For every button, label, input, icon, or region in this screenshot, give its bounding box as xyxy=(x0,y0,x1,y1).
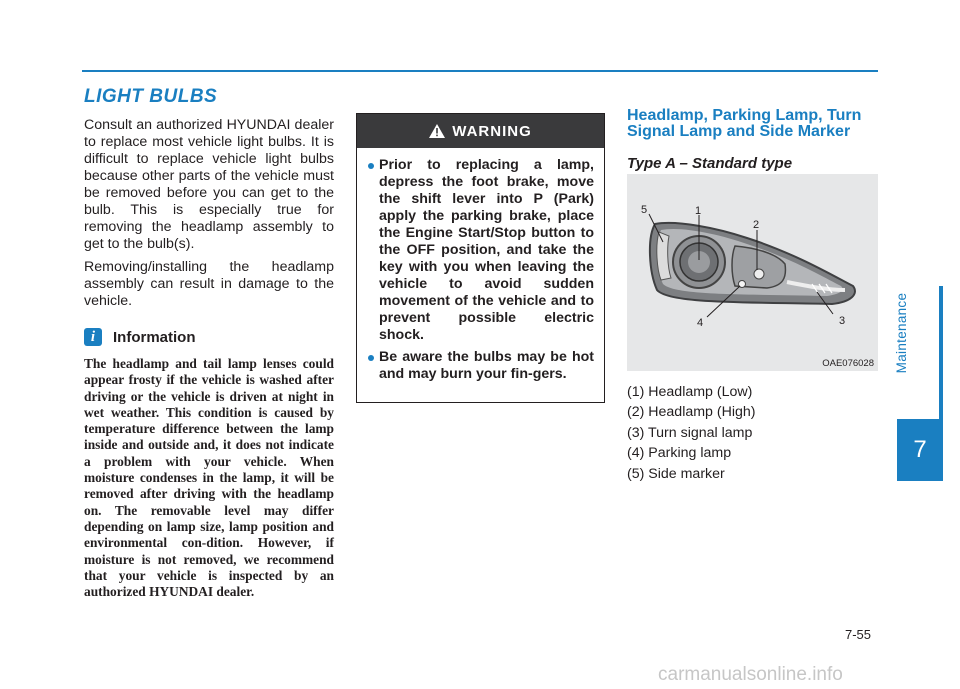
subsection-title-line-2: Signal Lamp and Side Marker xyxy=(627,123,851,140)
left-column xyxy=(84,117,334,600)
information-title: Information xyxy=(113,328,196,346)
figure-code: OAE076028 xyxy=(822,358,874,369)
warning-item xyxy=(369,157,594,344)
warning-triangle-icon xyxy=(429,124,445,138)
part-item: (4) Parking lamp xyxy=(627,445,732,462)
part-item: (5) Side marker xyxy=(627,465,725,482)
warning-label: WARNING xyxy=(452,122,532,140)
warning-item-text: Prior to replacing a lamp, depress the foot brake, move the shift lever into P (Park) apply the parking brake, place the Engine Start/Stop button to the OFF position, and take the key with you when leaving the vehicle to avoid sudden movement of the vehicle and to prevent possible electric shock. xyxy=(379,157,594,343)
bullet-icon xyxy=(368,163,374,169)
part-item: (2) Headlamp (High) xyxy=(627,404,756,421)
top-rule xyxy=(82,70,878,72)
warning-box xyxy=(356,113,605,403)
side-tab-rule xyxy=(939,286,943,419)
caution-paragraph: Removing/installing the headlamp assembly can result in damage to the vehicle. xyxy=(84,259,334,309)
callout-2: 2 xyxy=(753,219,760,231)
right-column xyxy=(627,108,879,172)
information-header xyxy=(84,328,334,346)
information-body: The headlamp and tail lamp lenses could appear frosty if the vehicle is washed after driving or the vehicle is driven at night in wet weather. This condition is caused by temperature difference between the lamp inside and outside and, it does not indicate a problem with your vehicle. When moisture condenses in the lamp, it will be removed after driving with the headlamp on. The removable level may differ depending on lamp size, lamp position and environmental con-dition. However, if moisture is not removed, we recommend that your vehicle is inspected by an authorized HYUNDAI dealer. xyxy=(84,356,334,600)
type-title: Type A – Standard type xyxy=(627,155,793,172)
part-item: (3) Turn signal lamp xyxy=(627,424,753,441)
warning-list xyxy=(357,148,604,383)
warning-header xyxy=(357,114,604,148)
parts-list xyxy=(627,382,756,484)
info-icon: i xyxy=(84,328,102,346)
part-item: (1) Headlamp (Low) xyxy=(627,384,753,400)
subsection-title-line-1: Headlamp, Parking Lamp, Turn xyxy=(627,107,862,124)
subsection-title xyxy=(627,108,879,140)
page-number: 7-55 xyxy=(845,627,872,642)
intro-paragraph: Consult an authorized HYUNDAI dealer to replace most vehicle light bulbs. It is difficult to replace vehicle light bulbs because other parts of the vehicle must be removed before you can get to the bulb. This is especially true for removing the headlamp assembly to get to the bulb(s). xyxy=(84,117,334,252)
headlamp-figure xyxy=(627,174,878,371)
callout-5: 5 xyxy=(641,204,648,216)
warning-item xyxy=(369,349,594,383)
callout-4: 4 xyxy=(697,317,704,329)
callout-1: 1 xyxy=(695,205,702,217)
headlamp-illustration xyxy=(627,174,878,371)
bullet-icon xyxy=(368,355,374,361)
section-title: LIGHT BULBS xyxy=(84,86,218,107)
warning-item-text: Be aware the bulbs may be hot and may burn your fin-gers. xyxy=(379,349,594,382)
callout-3: 3 xyxy=(839,315,846,327)
watermark: carmanualsonline.info xyxy=(658,664,843,685)
chapter-tab-label[interactable]: Maintenance xyxy=(894,292,909,374)
chapter-number-tab[interactable]: 7 xyxy=(897,419,943,481)
